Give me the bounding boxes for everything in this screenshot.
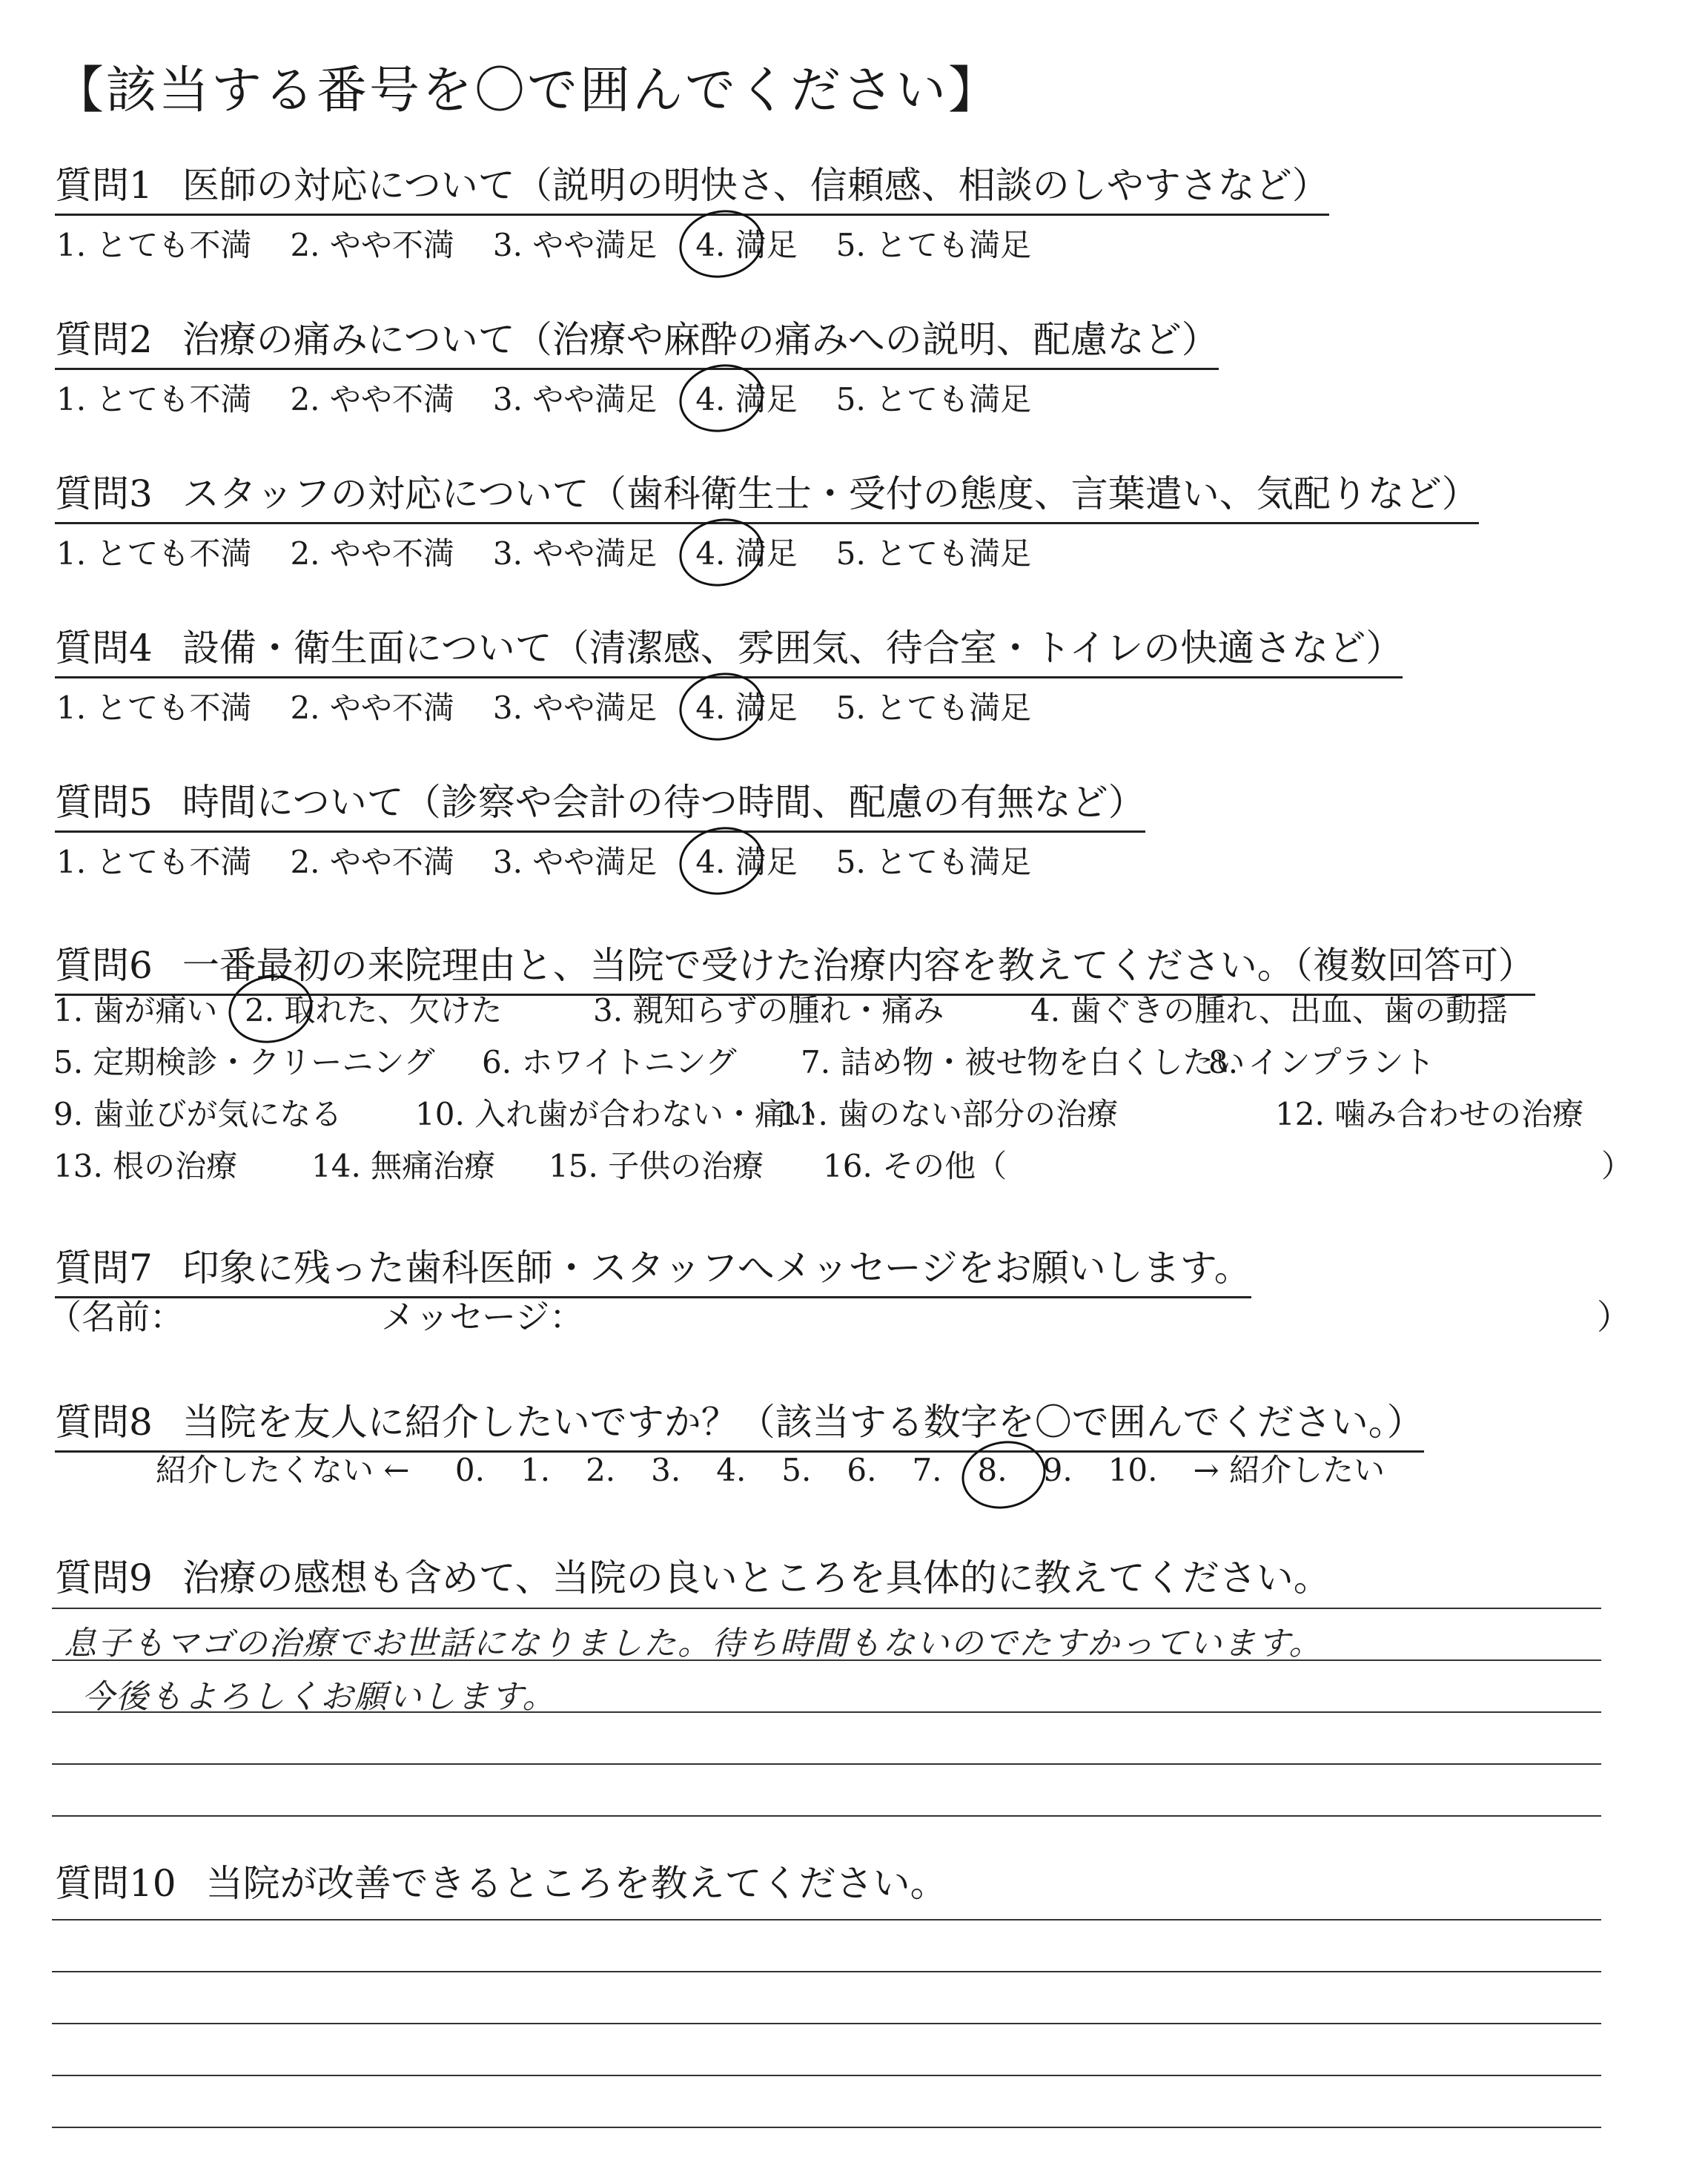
answer-option[interactable]: 4. 満足 xyxy=(695,684,797,728)
scale-value[interactable]: 8. xyxy=(977,1452,1007,1488)
answer-option[interactable]: 2. やや不満 xyxy=(290,227,454,263)
answer-option[interactable]: 4. 満足 xyxy=(695,221,797,265)
answer-option[interactable]: 1. とても不満 xyxy=(56,844,252,880)
scale-value[interactable]: 5. xyxy=(781,1452,812,1488)
question-label: 質問10 xyxy=(55,1862,176,1905)
question-text: 治療の感想も含めて、当院の良いところを具体的に教えてください。 xyxy=(182,1556,1331,1599)
writing-line xyxy=(52,2023,1601,2024)
q6-closing-paren: ） xyxy=(1601,1148,1633,1184)
scale-value[interactable]: 4. xyxy=(716,1452,747,1488)
question-4 xyxy=(55,618,1403,678)
reason-option[interactable]: 3. 親知らずの腫れ・痛み xyxy=(593,992,944,1028)
scale-value[interactable]: 2. xyxy=(586,1452,616,1488)
reason-option[interactable]: 12. 噛み合わせの治療 xyxy=(1275,1096,1584,1132)
answer-option[interactable]: 5. とても満足 xyxy=(835,381,1032,417)
question-text: 一番最初の来院理由と、当院で受けた治療内容を教えてください。（複数回答可） xyxy=(182,944,1535,987)
q9-handwritten-answer-line-2: 今後もよろしくお願いします。 xyxy=(82,1678,557,1716)
answer-option[interactable]: 4. 満足 xyxy=(695,529,797,574)
answer-option[interactable]: 4. 満足 xyxy=(695,375,797,420)
writing-line xyxy=(52,2127,1601,2128)
question-3 xyxy=(55,464,1479,524)
reason-option[interactable]: 9. 歯並びが気になる xyxy=(53,1096,342,1132)
answer-option[interactable]: 3. やや満足 xyxy=(492,227,658,263)
question-7 xyxy=(55,1238,1251,1298)
question-label: 質問4 xyxy=(55,627,153,670)
answer-options xyxy=(56,375,1070,420)
answer-options xyxy=(56,838,1070,882)
q7-answer-line xyxy=(47,1290,1631,1339)
reason-option[interactable]: 1. 歯が痛い xyxy=(53,992,218,1028)
scale-value[interactable]: 6. xyxy=(847,1452,877,1488)
question-text: スタッフの対応について（歯科衛生士・受付の態度、言葉遣い、気配りなど） xyxy=(182,472,1479,515)
question-label: 質問9 xyxy=(55,1556,153,1599)
question-text: 医師の対応について（説明の明快さ、信頼感、相談のしやすさなど） xyxy=(182,164,1329,207)
reason-option[interactable]: 5. 定期検診・クリーニング xyxy=(53,1044,435,1080)
question-text: 当院が改善できるところを教えてください。 xyxy=(205,1862,947,1905)
answer-option[interactable]: 4. 満足 xyxy=(695,838,797,882)
reason-option[interactable]: 6. ホワイトニング xyxy=(482,1044,737,1080)
answer-options xyxy=(56,529,1070,574)
scale-value[interactable]: 10. xyxy=(1108,1452,1158,1488)
answer-option[interactable]: 2. やや不満 xyxy=(290,535,454,572)
answer-option[interactable]: 1. とても不満 xyxy=(56,535,252,572)
answer-option[interactable]: 3. やや満足 xyxy=(492,535,658,572)
writing-line xyxy=(52,2075,1601,2076)
answer-option[interactable]: 3. やや満足 xyxy=(492,690,658,726)
reason-option[interactable]: 15. 子供の治療 xyxy=(549,1148,764,1184)
answer-options xyxy=(56,221,1070,265)
answer-option[interactable]: 2. やや不満 xyxy=(290,690,454,726)
question-text: 設備・衛生面について（清潔感、雰囲気、待合室・トイレの快適さなど） xyxy=(182,627,1403,670)
question-text: 印象に残った歯科医師・スタッフへメッセージをお願いします。 xyxy=(182,1246,1251,1289)
writing-line xyxy=(52,1608,1601,1609)
answer-option[interactable]: 2. やや不満 xyxy=(290,381,454,417)
reason-option[interactable]: 7. 詰め物・被せ物を白くしたい xyxy=(801,1044,1245,1080)
reason-option[interactable]: 2. 取れた、欠けた xyxy=(245,986,502,1031)
scale-value[interactable]: 7. xyxy=(912,1452,942,1488)
question-8 xyxy=(55,1393,1424,1453)
question-label: 質問2 xyxy=(55,318,153,361)
scale-value[interactable]: 9. xyxy=(1042,1452,1073,1488)
scale-right-label: → 紹介したい xyxy=(1193,1452,1386,1488)
message-field-label[interactable]: メッセージ： xyxy=(381,1297,584,1337)
answer-option[interactable]: 3. やや満足 xyxy=(492,844,658,880)
answer-option[interactable]: 5. とても満足 xyxy=(835,844,1032,880)
answer-options xyxy=(56,684,1070,728)
question-9 xyxy=(55,1548,1331,1606)
answer-option[interactable]: 3. やや満足 xyxy=(492,381,658,417)
reason-option[interactable]: 11. 歯のない部分の治療 xyxy=(778,1096,1119,1132)
scale-value[interactable]: 3. xyxy=(651,1452,681,1488)
question-label: 質問7 xyxy=(55,1246,153,1289)
question-label: 質問1 xyxy=(55,164,153,207)
answer-option[interactable]: 2. やや不満 xyxy=(290,844,454,880)
question-10 xyxy=(55,1854,947,1912)
scale-left-label: 紹介したくない ← xyxy=(156,1452,410,1488)
scale-value[interactable]: 0. xyxy=(454,1452,485,1488)
answer-option[interactable]: 5. とても満足 xyxy=(835,535,1032,572)
question-2 xyxy=(55,310,1219,370)
writing-line xyxy=(52,1919,1601,1920)
name-field-label[interactable]: （名前： xyxy=(47,1297,184,1337)
reason-option[interactable]: 10. 入れ歯が合わない・痛い xyxy=(415,1096,818,1132)
answer-option[interactable]: 1. とても不満 xyxy=(56,227,252,263)
answer-option[interactable]: 1. とても不満 xyxy=(56,381,252,417)
answer-option[interactable]: 5. とても満足 xyxy=(835,690,1032,726)
q9-handwritten-answer-line-1: 息子もマゴの治療でお世話になりました。待ち時間もないのでたすかっています。 xyxy=(64,1625,1323,1662)
recommend-scale xyxy=(156,1446,1420,1490)
question-label: 質問8 xyxy=(55,1401,153,1444)
scale-value[interactable]: 1. xyxy=(520,1452,551,1488)
question-label: 質問6 xyxy=(55,944,153,987)
reason-option[interactable]: 4. 歯ぐきの腫れ、出血、歯の動揺 xyxy=(1030,992,1508,1028)
writing-line xyxy=(52,1815,1601,1817)
answer-option[interactable]: 5. とても満足 xyxy=(835,227,1032,263)
reason-option[interactable]: 16. その他（ xyxy=(823,1148,1007,1184)
question-text: 時間について（診察や会計の待つ時間、配慮の有無など） xyxy=(182,781,1145,824)
form-title: 【該当する番号を〇で囲んでください】 xyxy=(53,62,1002,120)
question-5 xyxy=(55,773,1145,833)
reason-option[interactable]: 14. 無痛治療 xyxy=(311,1148,496,1184)
reason-option[interactable]: 8. インプラント xyxy=(1208,1044,1435,1080)
question-label: 質問5 xyxy=(55,781,153,824)
question-label: 質問3 xyxy=(55,472,153,515)
answer-option[interactable]: 1. とても不満 xyxy=(56,690,252,726)
question-text: 治療の痛みについて（治療や麻酔の痛みへの説明、配慮など） xyxy=(182,318,1219,361)
question-text: 当院を友人に紹介したいですか？（該当する数字を〇で囲んでください。） xyxy=(182,1401,1424,1444)
writing-line xyxy=(52,1763,1601,1765)
writing-line xyxy=(52,1971,1601,1972)
reason-option[interactable]: 13. 根の治療 xyxy=(53,1148,238,1184)
question-1 xyxy=(55,156,1329,216)
q7-closing-paren: ） xyxy=(1597,1297,1631,1337)
